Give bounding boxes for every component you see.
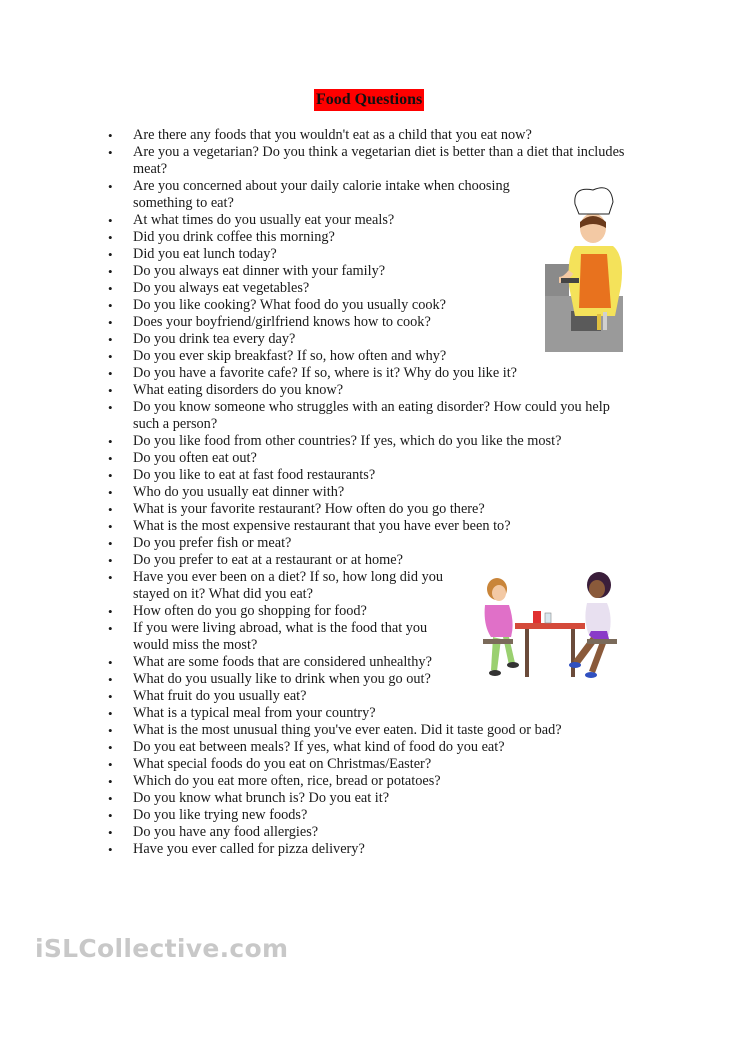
- question-item: [108, 518, 653, 535]
- question-text: • Did you drink coffee this morning?: [133, 229, 335, 245]
- question-item: [108, 841, 653, 858]
- question-text: • Do you always eat dinner with your family?: [133, 263, 386, 279]
- question-text: • Are you concerned about your daily calorie intake when choosing something to eat?: [133, 178, 510, 211]
- question-text: • At what times do you usually eat your meals?: [133, 212, 395, 228]
- question-text: • Do you like to eat at fast food restaurants?: [133, 467, 376, 483]
- question-text: • What is a typical meal from your country?: [133, 705, 376, 721]
- question-item: [108, 688, 653, 705]
- chef-illustration: [545, 176, 627, 354]
- question-item: [108, 756, 653, 773]
- question-item: [108, 263, 538, 280]
- question-item: [108, 229, 538, 246]
- question-item: [108, 433, 653, 450]
- question-item: [108, 348, 538, 365]
- question-text: • Do you have a favorite cafe? If so, where is it? Why do you like it?: [133, 365, 518, 381]
- question-text: • If you were living abroad, what is the food that you would miss the most?: [133, 620, 428, 653]
- question-text: • Did you eat lunch today?: [133, 246, 277, 262]
- question-item: [108, 127, 593, 144]
- question-item: [108, 331, 538, 348]
- question-text: • What do you usually like to drink when you go out?: [133, 671, 431, 687]
- question-item: [108, 484, 653, 501]
- question-item: [108, 297, 538, 314]
- question-item: [108, 467, 653, 484]
- question-item: [108, 450, 653, 467]
- question-item: [108, 790, 653, 807]
- question-item: [108, 807, 653, 824]
- question-text: • Do you ever skip breakfast? If so, how often and why?: [133, 348, 447, 364]
- question-text: • Do you know what brunch is? Do you eat it?: [133, 790, 390, 806]
- question-item: [108, 705, 653, 722]
- question-text: • What is your favorite restaurant? How often do you go there?: [133, 501, 485, 517]
- question-item: [108, 654, 473, 671]
- question-text: • What is the most unusual thing you've ever eaten. Did it taste good or bad?: [133, 722, 562, 738]
- question-text: • Do you often eat out?: [133, 450, 257, 466]
- question-text: • Do you have any food allergies?: [133, 824, 319, 840]
- question-item: [108, 178, 538, 212]
- question-item: [108, 212, 538, 229]
- question-text: • Are you a vegetarian? Do you think a vegetarian diet is better than a diet that includes meat?: [133, 144, 625, 177]
- page-title: Food Questions: [314, 89, 424, 111]
- question-text: • Do you eat between meals? If yes, what kind of food do you eat?: [133, 739, 505, 755]
- question-text: • What are some foods that are considered unhealthy?: [133, 654, 432, 670]
- question-text: • Does your boyfriend/girlfriend knows how to cook?: [133, 314, 431, 330]
- question-item: [108, 739, 653, 756]
- cafe-illustration: [475, 565, 625, 690]
- question-item: [108, 382, 653, 399]
- watermark-logo: iSLCollective.com: [35, 934, 289, 963]
- question-text: • Do you like cooking? What food do you usually cook?: [133, 297, 447, 313]
- question-item: [108, 535, 653, 552]
- question-item: [108, 603, 473, 620]
- question-item: [108, 620, 443, 654]
- question-text: • Which do you eat more often, rice, bread or potatoes?: [133, 773, 441, 789]
- question-text: • What eating disorders do you know?: [133, 382, 344, 398]
- question-item: [108, 773, 653, 790]
- question-text: • Who do you usually eat dinner with?: [133, 484, 345, 500]
- question-item: [108, 399, 638, 433]
- question-text: • Do you always eat vegetables?: [133, 280, 310, 296]
- question-text: • Do you know someone who struggles with an eating disorder? How could you help such a person?: [133, 399, 610, 432]
- question-text: • Have you ever called for pizza delivery?: [133, 841, 365, 857]
- question-item: [108, 569, 458, 603]
- question-item: [108, 246, 538, 263]
- question-text: • Have you ever been on a diet? If so, how long did you stayed on it? What did you eat?: [133, 569, 444, 602]
- question-item: [108, 501, 653, 518]
- question-text: • Do you drink tea every day?: [133, 331, 296, 347]
- question-item: [108, 280, 538, 297]
- question-item: [108, 144, 653, 178]
- question-text: • Do you prefer fish or meat?: [133, 535, 292, 551]
- question-text: • Are there any foods that you wouldn't eat as a child that you eat now?: [133, 127, 532, 143]
- question-text: • How often do you go shopping for food?: [133, 603, 367, 619]
- question-text: • Do you prefer to eat at a restaurant or at home?: [133, 552, 403, 568]
- question-text: • Do you like food from other countries? If yes, which do you like the most?: [133, 433, 562, 449]
- question-item: [108, 671, 473, 688]
- question-text: • What fruit do you usually eat?: [133, 688, 307, 704]
- question-text: • What is the most expensive restaurant that you have ever been to?: [133, 518, 511, 534]
- question-item: [108, 314, 538, 331]
- question-text: • Do you like trying new foods?: [133, 807, 308, 823]
- question-item: [108, 722, 653, 739]
- question-item: [108, 365, 653, 382]
- question-item: [108, 824, 653, 841]
- question-text: • What special foods do you eat on Christmas/Easter?: [133, 756, 432, 772]
